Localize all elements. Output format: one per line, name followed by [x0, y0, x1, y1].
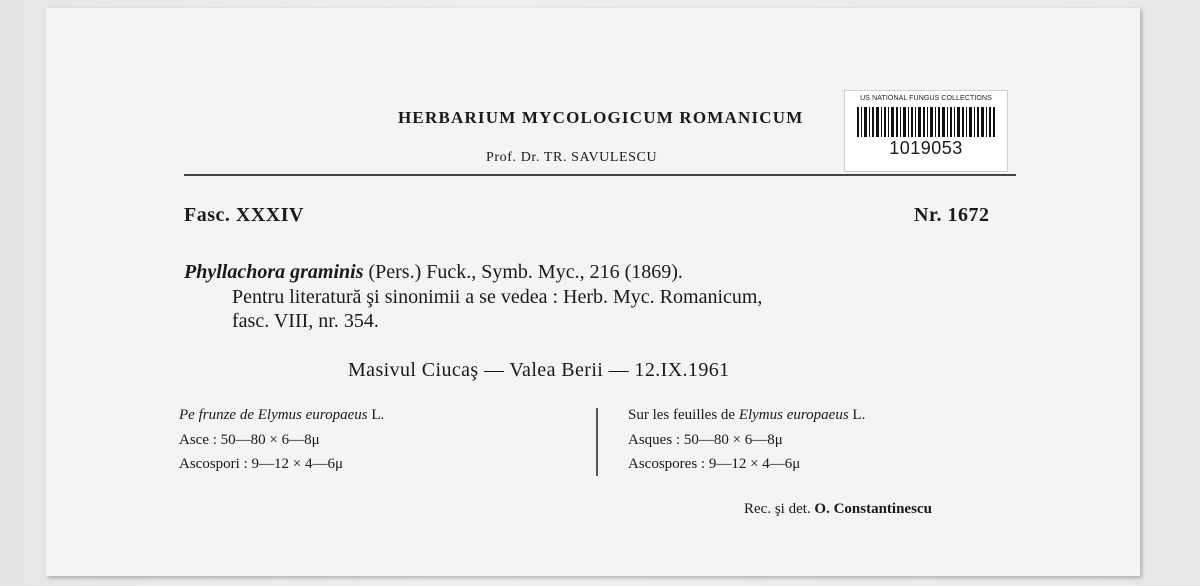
herbarium-title: HERBARIUM MYCOLOGICUM ROMANICUM	[398, 108, 804, 127]
header-divider	[184, 174, 1016, 176]
barcode-label	[844, 90, 1008, 172]
specimen-label	[46, 8, 1140, 576]
host-french: Sur les feuilles de Elymus europaeus L.	[628, 407, 866, 423]
literature-line-2: fasc. VIII, nr. 354.	[232, 310, 379, 332]
species-name: Phyllachora graminis	[184, 261, 364, 283]
collector-line: Rec. şi det. O. Constantinescu	[744, 501, 932, 517]
asci-romanian: Asce : 50—80 × 6—8μ	[179, 432, 320, 448]
species-citation: (Pers.) Fuck., Symb. Myc., 216 (1869).	[363, 261, 683, 283]
barcode-icon	[857, 107, 995, 137]
spores-french: Ascospores : 9—12 × 4—6μ	[628, 456, 801, 472]
editor-name: Prof. Dr. TR. SAVULESCU	[486, 150, 658, 165]
host-romanian: Pe frunze de Elymus europaeus L.	[179, 407, 385, 423]
barcode-number: 1019053	[889, 138, 963, 158]
literature-line-1: Pentru literatură şi sinonimii a se vedea : Herb. Myc. Romanicum,	[232, 286, 763, 308]
host-name-romanian: Elymus europaeus	[257, 407, 368, 423]
specimen-number: Nr. 1672	[914, 204, 990, 226]
barcode-organization: US NATIONAL FUNGUS COLLECTIONS	[860, 95, 992, 102]
fascicle-label: Fasc. XXXIV	[184, 204, 304, 226]
locality-line: Masivul Ciucaş — Valea Berii — 12.IX.1961	[348, 359, 730, 381]
sheet-edge	[1130, 0, 1200, 586]
species-line	[184, 261, 683, 284]
collector-name: O. Constantinescu	[814, 501, 932, 517]
column-divider	[596, 408, 598, 476]
asci-french: Asques : 50—80 × 6—8μ	[628, 432, 783, 448]
host-name-french: Elymus europaeus	[738, 407, 849, 423]
spores-romanian: Ascospori : 9—12 × 4—6μ	[179, 456, 343, 472]
